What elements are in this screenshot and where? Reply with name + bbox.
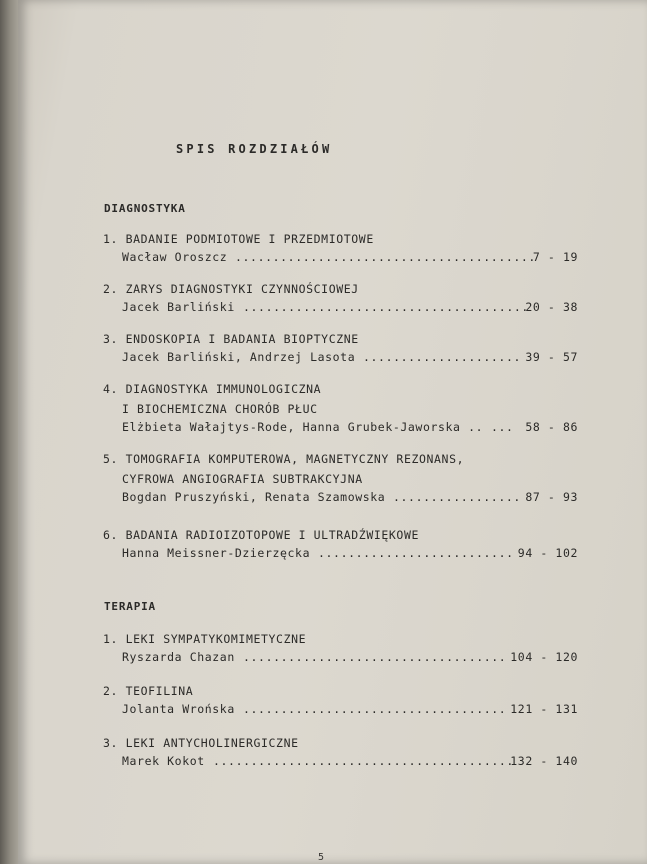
dot-leader: ........................................: [213, 754, 514, 768]
dot-leader: ......................................: [243, 300, 529, 314]
entry-title: 1. LEKI SYMPATYKOMIMETYCZNE: [103, 632, 307, 646]
book-page: [18, 0, 647, 864]
entry-author: Jacek Barliński, Andrzej Lasota: [122, 350, 356, 364]
dot-leader: .................: [393, 490, 521, 504]
entry-pages: 87 - 93: [525, 490, 578, 504]
entry-pages: 7 - 19: [532, 250, 578, 264]
entry-title: 3. ENDOSKOPIA I BADANIA BIOPTYCZNE: [103, 332, 359, 346]
entry-pages: 104 - 120: [510, 650, 578, 664]
entry-title: 4. DIAGNOSTYKA IMMUNOLOGICZNA: [103, 382, 322, 396]
page-number: 5: [318, 852, 325, 863]
entry-pages: 20 - 38: [525, 300, 578, 314]
entry-author: Hanna Meissner-Dzierzęcka: [122, 546, 311, 560]
entry-author: Jolanta Wrońska: [122, 702, 235, 716]
dot-leader: ...................................: [243, 702, 507, 716]
section-heading: TERAPIA: [104, 600, 156, 613]
dot-leader: ..........................: [318, 546, 514, 560]
entry-author: Elżbieta Wałajtys-Rode, Hanna Grubek-Jaworska ..: [122, 420, 484, 434]
entry-title: 5. TOMOGRAFIA KOMPUTEROWA, MAGNETYCZNY REZONANS,: [103, 452, 465, 466]
entry-pages: 94 - 102: [517, 546, 578, 560]
entry-title: 1. BADANIE PODMIOTOWE I PRZEDMIOTOWE: [103, 232, 374, 246]
entry-title: 3. LEKI ANTYCHOLINERGICZNE: [103, 736, 299, 750]
dot-leader: ...: [491, 420, 514, 434]
dot-leader: .....................: [363, 350, 521, 364]
dot-leader: ...................................: [243, 650, 507, 664]
entry-pages: 121 - 131: [510, 702, 578, 716]
entry-title: 2. TEOFILINA: [103, 684, 194, 698]
dot-leader: ........................................: [235, 250, 536, 264]
entry-pages: 39 - 57: [525, 350, 578, 364]
entry-pages: 58 - 86: [525, 420, 578, 434]
entry-title: CYFROWA ANGIOGRAFIA SUBTRAKCYJNA: [122, 472, 363, 486]
entry-author: Jacek Barliński: [122, 300, 235, 314]
entry-title: 6. BADANIA RADIOIZOTOPOWE I ULTRADŹWIĘKOWE: [103, 528, 419, 542]
entry-title: 2. ZARYS DIAGNOSTYKI CZYNNOŚCIOWEJ: [103, 282, 359, 296]
entry-author: Marek Kokot: [122, 754, 205, 768]
entry-author: Wacław Oroszcz: [122, 250, 228, 264]
section-heading: DIAGNOSTYKA: [104, 202, 186, 215]
entry-author: Ryszarda Chazan: [122, 650, 235, 664]
entry-pages: 132 - 140: [510, 754, 578, 768]
toc-title: SPIS ROZDZIAŁÓW: [176, 142, 333, 156]
entry-author: Bogdan Pruszyński, Renata Szamowska: [122, 490, 386, 504]
entry-title: I BIOCHEMICZNA CHORÓB PŁUC: [122, 402, 318, 416]
